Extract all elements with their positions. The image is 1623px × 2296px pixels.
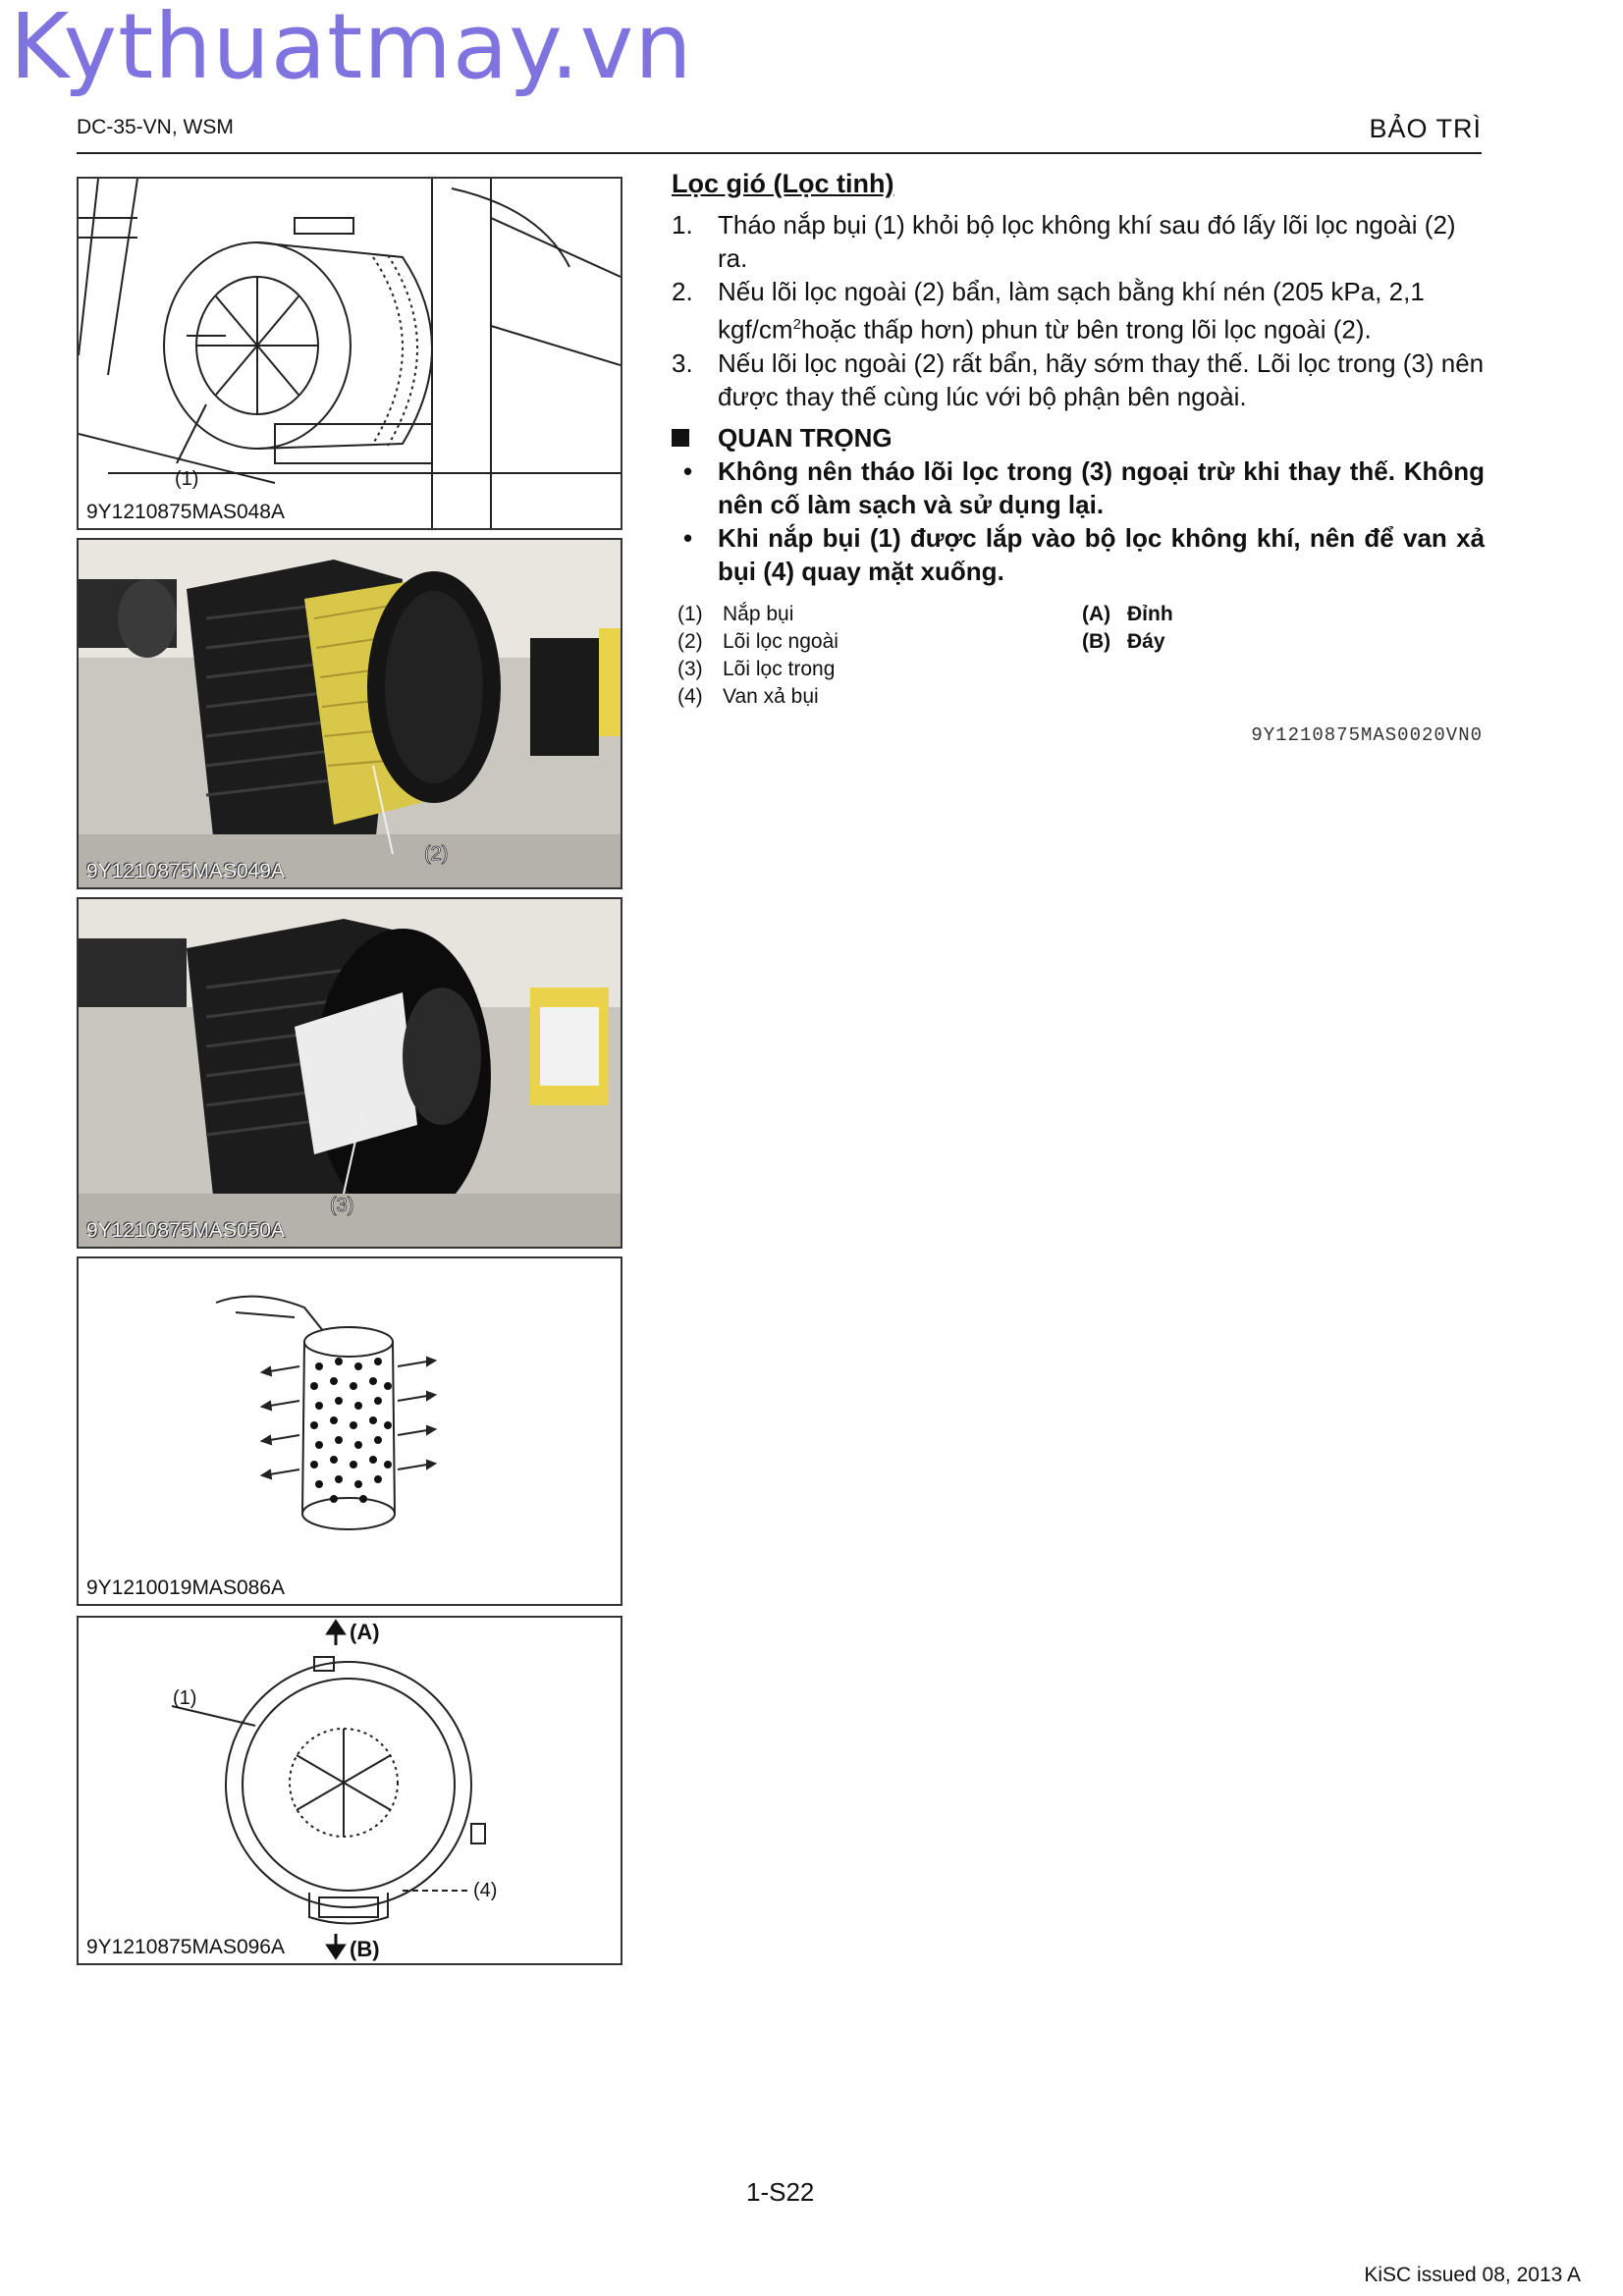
important-title: QUAN TRỌNG <box>718 422 893 453</box>
figure-dust-cup-orientation <box>77 1616 622 1965</box>
legend-label: Lõi lọc ngoài <box>723 630 839 653</box>
step-text-cont: hoặc thấp hơn) phun từ bên trong lõi lọc ngoài (2). <box>800 314 1372 345</box>
page-number: 1-S22 <box>746 2177 815 2207</box>
figure-code: 9Y1210875MAS048A <box>86 501 285 523</box>
watermark: Kythuatmay.vn <box>10 0 693 99</box>
square-bullet-icon <box>672 429 689 447</box>
dust-cup-drawing <box>79 1618 621 1963</box>
callout-3: (3) <box>330 1195 354 1216</box>
bullet-text: Không nên tháo lõi lọc trong (3) ngoại trừ khi thay thế. Không nên cố làm sạch và sử dụng lại. <box>718 455 1485 519</box>
callout-B: (B) <box>350 1937 380 1961</box>
section-content <box>672 167 1485 588</box>
step-number: 1. <box>672 210 693 240</box>
reference-code: 9Y1210875MAS0020VN0 <box>1251 724 1483 746</box>
figure-compressed-air-cleaning <box>77 1256 622 1606</box>
legend-item <box>677 656 839 683</box>
bullet-icon: • <box>683 522 693 553</box>
legend-key: (2) <box>677 630 703 653</box>
step-2 <box>672 275 1485 347</box>
legend-item <box>677 601 839 628</box>
step-1 <box>672 208 1485 275</box>
legend-label: Lõi lọc trong <box>723 658 836 680</box>
figure-outer-element-photo <box>77 538 622 889</box>
figure-air-cleaner-drawing <box>77 177 622 530</box>
inner-element-photo <box>79 899 621 1247</box>
air-cleaner-drawing <box>79 179 621 528</box>
legend-key: (A) <box>1082 603 1111 625</box>
legend-label: Đáy <box>1127 630 1165 653</box>
important-block <box>672 421 1485 588</box>
figure-code: 9Y1210875MAS096A <box>86 1936 285 1958</box>
important-bullet-1 <box>672 454 1485 521</box>
legend-key: (4) <box>677 685 703 708</box>
legend-item <box>1082 628 1173 656</box>
step-number: 2. <box>672 277 693 306</box>
issued-footer: KiSC issued 08, 2013 A <box>1364 2264 1581 2286</box>
callout-1: (1) <box>173 1687 197 1709</box>
step-text: Nếu lõi lọc ngoài (2) rất bẩn, hãy sớm thay thế. Lõi lọc trong (3) nên được thay thế cùng lúc với bộ phận bên ngoài. <box>718 347 1485 411</box>
legend-key: (1) <box>677 603 703 625</box>
figure-code: 9Y1210875MAS050A <box>86 1219 285 1242</box>
callout-A: (A) <box>350 1620 380 1644</box>
important-bullet-2 <box>672 521 1485 588</box>
legend-label: Van xả bụi <box>723 685 819 708</box>
section-title: Lọc gió (Lọc tinh) <box>672 169 894 198</box>
legend-key: (B) <box>1082 630 1111 653</box>
outer-element-photo <box>79 540 621 887</box>
legend-label: Đỉnh <box>1127 603 1173 625</box>
figure-code: 9Y1210875MAS049A <box>86 860 285 882</box>
figure-inner-element-photo <box>77 897 622 1249</box>
figure-code: 9Y1210019MAS086A <box>86 1576 285 1599</box>
legend-label: Nắp bụi <box>723 603 794 625</box>
header-doc-id: DC-35-VN, WSM <box>77 116 234 138</box>
legend-key: (3) <box>677 658 703 680</box>
legend-item <box>677 628 839 656</box>
bullet-icon: • <box>683 455 693 486</box>
legend-column-directions <box>1082 601 1173 656</box>
bullet-text: Khi nắp bụi (1) được lắp vào bộ lọc không khí, nên để van xả bụi (4) quay mặt xuống. <box>718 522 1485 586</box>
header-rule <box>77 152 1482 154</box>
compressed-air-drawing <box>79 1258 621 1604</box>
important-heading <box>672 421 1485 454</box>
step-text: Nếu lõi lọc ngoài (2) bẩn, làm sạch bằng khí nén (205 kPa, 2,1 kgf/cm <box>718 277 1425 345</box>
header-section: BẢO TRÌ <box>1369 114 1482 143</box>
step-text: Tháo nắp bụi (1) khỏi bộ lọc không khí sau đó lấy lõi lọc ngoài (2) ra. <box>718 210 1456 273</box>
legend-column-parts <box>677 601 839 711</box>
callout-4: (4) <box>473 1880 498 1901</box>
superscript: 2 <box>792 316 801 333</box>
callout-1: (1) <box>175 468 199 490</box>
legend-item <box>677 683 839 711</box>
step-3 <box>672 347 1485 413</box>
step-number: 3. <box>672 347 693 378</box>
legend-item <box>1082 601 1173 628</box>
callout-2: (2) <box>424 843 449 865</box>
